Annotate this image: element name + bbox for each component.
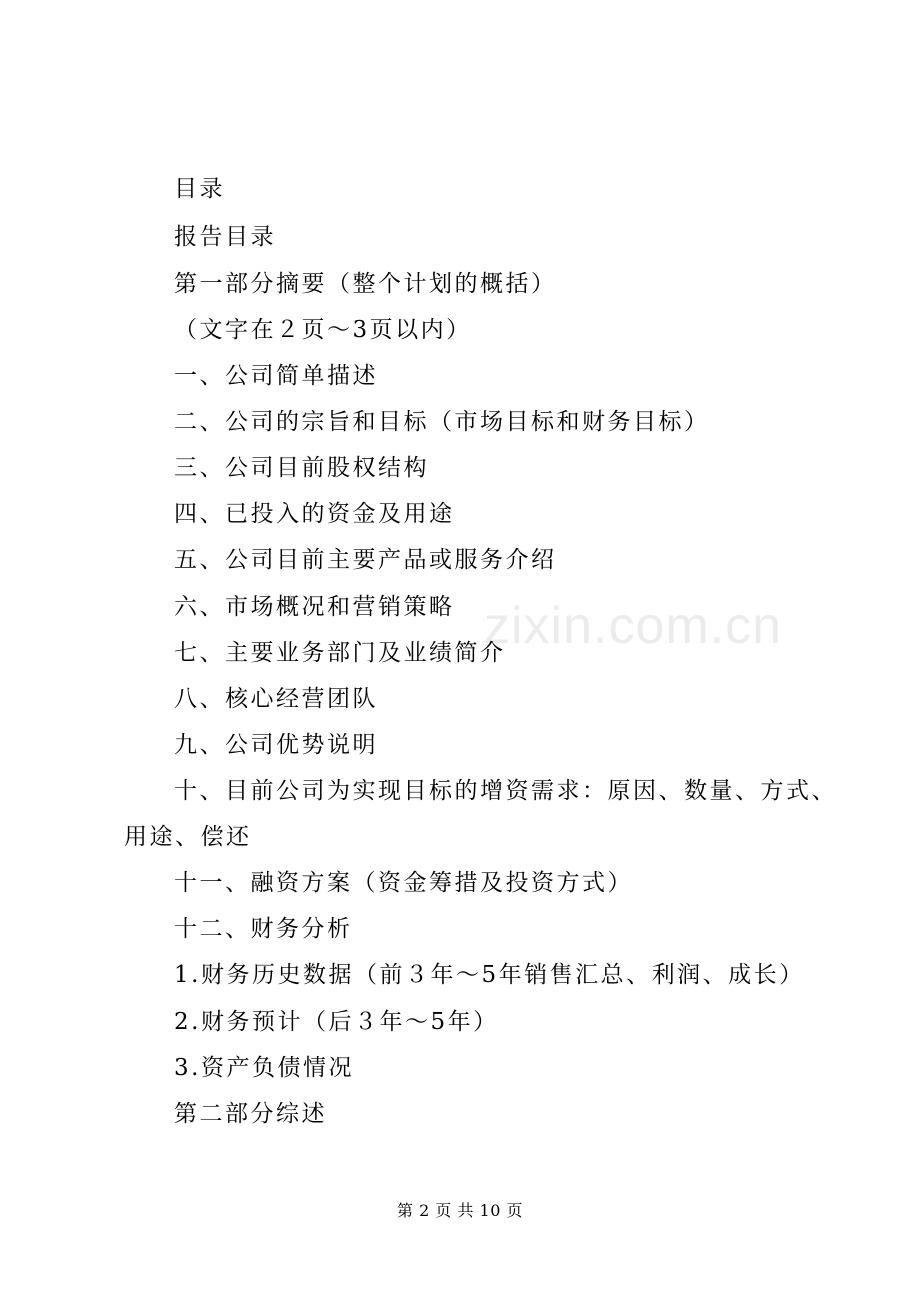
toc-line-12-2: 2.财务预计（后３年～5年） bbox=[174, 1009, 499, 1035]
toc-line-1: 一、公司简单描述 bbox=[174, 363, 378, 389]
toc-line-note: （文字在２页～3页以内） bbox=[174, 317, 472, 343]
heading-report-toc: 报告目录 bbox=[174, 224, 276, 250]
toc-line-12-3: 3.资产负债情况 bbox=[174, 1055, 354, 1081]
page-footer: 第 2 页 共 10 页 bbox=[397, 1201, 523, 1220]
toc-line-6: 六、市场概况和营销策略 bbox=[174, 594, 455, 620]
toc-line-11: 十一、融资方案（资金筹措及投资方式） bbox=[174, 870, 633, 896]
watermark: zixin.com.cn bbox=[484, 597, 783, 655]
toc-line-12-1: 1.财务历史数据（前３年～5年销售汇总、利润、成长） bbox=[174, 962, 805, 988]
toc-line-12: 十二、财务分析 bbox=[174, 916, 353, 942]
toc-line-5: 五、公司目前主要产品或服务介绍 bbox=[174, 547, 557, 573]
toc-line-part-one: 第一部分摘要（整个计划的概括） bbox=[174, 271, 557, 297]
toc-line-part-two: 第二部分综述 bbox=[174, 1101, 327, 1127]
toc-line-2: 二、公司的宗旨和目标（市场目标和财务目标） bbox=[174, 409, 710, 435]
toc-line-4: 四、已投入的资金及用途 bbox=[174, 501, 455, 527]
toc-line-3: 三、公司目前股权结构 bbox=[174, 455, 429, 481]
heading-toc: 目录 bbox=[174, 176, 225, 202]
toc-line-10: 十、目前公司为实现目标的增资需求：原因、数量、方式、 bbox=[174, 778, 837, 804]
toc-line-10-continued: 用途、偿还 bbox=[124, 824, 252, 850]
toc-line-8: 八、核心经营团队 bbox=[174, 686, 378, 712]
toc-line-9: 九、公司优势说明 bbox=[174, 732, 378, 758]
toc-line-7: 七、主要业务部门及业绩简介 bbox=[174, 640, 506, 666]
